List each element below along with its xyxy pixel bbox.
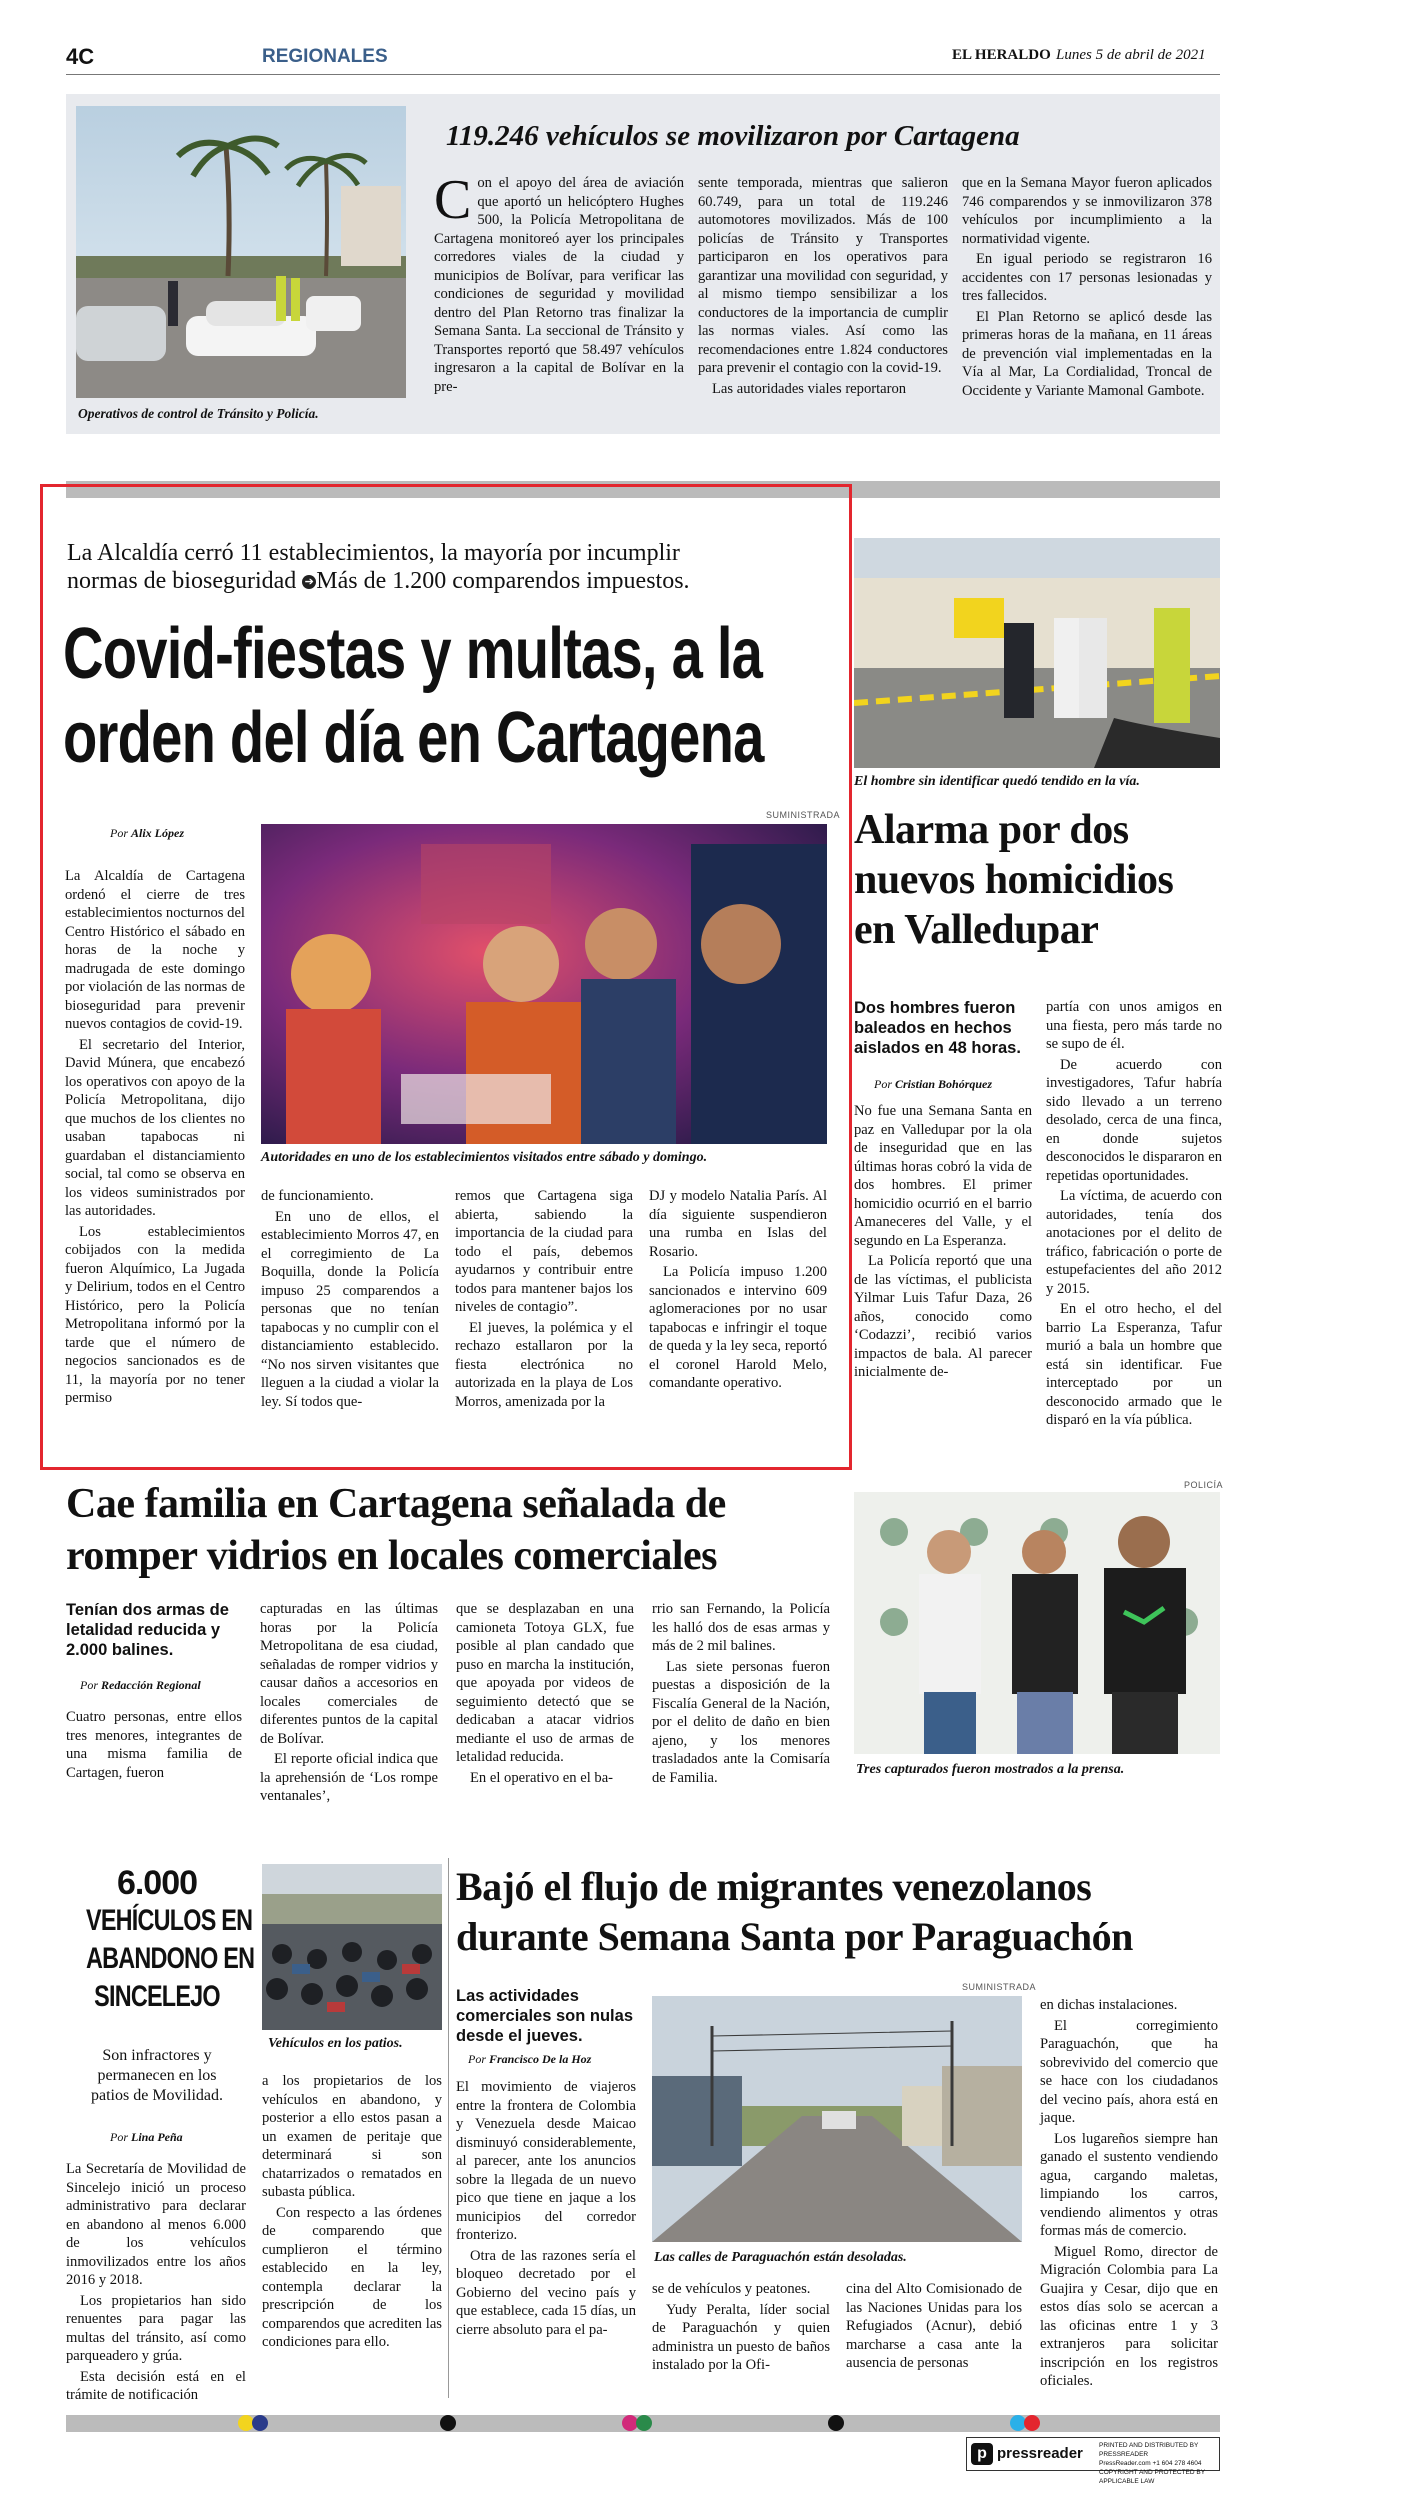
top-story-col2b: Las autoridades viales reportaron — [712, 380, 907, 397]
valledupar-deck: Dos hombres fueron baleados en hechos aislados en 48 horas. — [854, 999, 1021, 1057]
sincelejo-col1-p1: La Secretaría de Movilidad de Sincelejo inició un proceso administrativo para declarar en abandono al menos 6.000 de los vehículos inmovilizados entre los años 2016 y 2018. — [66, 2161, 246, 2288]
migrantes-col4-p4: Miguel Romo, director de Migración Colombia para La Guajira y Cesar, dijo que en estos días solo se acercan a las oficinas entre 1 y 3 extranjeros para solicitar inscripción en los registros oficiales. — [1040, 2243, 1218, 2389]
familia-byline-prefix: Por — [80, 1678, 98, 1692]
sincelejo-byline-prefix: Por — [110, 2130, 128, 2144]
valledupar-headline-3: en Valledupar — [854, 907, 1099, 953]
main-col1-p1: La Alcaldía de Cartagena ordenó el cierre de tres establecimientos nocturnos del Centro Histórico el sábado en horas de la noche y madrugada de este domingo por violación de las normas de bioseguridad para prevenir nuevos contagios de covid-19. — [65, 868, 245, 1032]
familia-headline-1: Cae familia en Cartagena señalada de — [66, 1481, 726, 1527]
main-col1-p2: El secretario del Interior, David Múnera, que encabezó los operativos con apoyo de la Policía Metropolitana, dijo que muchos de los clientes no usaban tapabocas ni guardaban el distanciamiento social, tal como se observa en los videos suministrados por las autoridades. — [65, 1036, 245, 1219]
paper-name: EL HERALDO — [952, 47, 1051, 63]
valledupar-headline-1: Alarma por dos — [854, 807, 1129, 853]
registration-marks — [66, 2415, 1220, 2432]
sincelejo-col2-p2: Con respecto a las órdenes de comparendo que cumplieron el término establecido en la ley, contempla declarar la prescripción de los comparendos que acrediten las condiciones para ello. — [262, 2204, 442, 2350]
familia-headline-2: romper vidrios en locales comerciales — [66, 1533, 718, 1579]
sincelejo-col1-p2: Los propietarios han sido renuentes para pagar las multas del tránsito, así como parqueadero y grúa. — [66, 2292, 246, 2364]
familia-col2-p1: capturadas en las últimas horas por la Policía Metropolitana de esa ciudad, señaladas de romper vidrios y causar daños a accesorios en locales comerciales de diferentes puntos de la capital de Bolívar. — [260, 1601, 438, 1747]
main-deck-line2a: normas de bioseguridad — [67, 568, 303, 594]
migrantes-col1-p2: Otra de las razones sería el bloqueo decretado por el Gobierno del vecino país y que establece, cada 15 días, un cierre absoluto para el pa- — [456, 2247, 636, 2338]
pressreader-brand: pressreader — [997, 2445, 1083, 2462]
blue-dot — [252, 2415, 268, 2431]
top-story-col3c: El Plan Retorno se aplicó desde las primeras horas de la mañana, en 11 áreas de prevención vial implementadas en la Vía al Mar, La Cordialidad, Troncal de Occidente y Variante Mamonal Gambote. — [962, 308, 1212, 399]
empty-street-photo — [652, 1996, 1022, 2242]
crime-scene-photo — [854, 538, 1220, 768]
migrantes-headline-2: durante Semana Santa por Paraguachón — [456, 1914, 1133, 1959]
familia-col2-p2: El reporte oficial indica que la aprehensión de ‘Los rompe ventanales’, — [260, 1751, 438, 1804]
familia-col4-p2: Las siete personas fueron puestas a disposición de la Fiscalía General de la Nación, por el delito de daño en bien ajeno, y los menores trasladados ante la Comisaría de Familia. — [652, 1658, 830, 1786]
sincelejo-col2-p1: a los propietarios de los vehículos en abandono, y posterior a ello estos pasan a un examen de peritaje que determinará si son chatarrizados o rematados en subasta pública. — [262, 2073, 442, 2200]
sincelejo-byline-author: Lina Peña — [131, 2130, 183, 2144]
migrantes-col1-p1: El movimiento de viajeros entre la frontera de Colombia y Venezuela desde Maicao disminuyó considerablemente, al parecer, ante los anuncios sobre la llegada de un nuevo pico que tiene en jaque a los municipios del corredor fronterizo. — [456, 2079, 636, 2243]
valledupar-col1-p2: La Policía reportó que una de las víctimas, el publicista Yilmar Luis Tafur Daza, 26 años, conocido como ‘Codazzi’, recibió varios impactos de bala. Al parecer inicialmente de- — [854, 1253, 1032, 1380]
impounded-motorcycles-photo — [262, 1864, 442, 2030]
top-story-col3b: En igual periodo se registraron 16 accidentes con 17 personas lesionadas y tres fallecidos. — [962, 251, 1212, 304]
migrantes-col4-p1: en dichas instalaciones. — [1040, 1997, 1178, 2013]
sincelejo-deck: Son infractores y permanecen en los patios de Movilidad. — [91, 2047, 223, 2104]
valledupar-byline-prefix: Por — [874, 1077, 892, 1091]
top-story-title: 119.246 vehículos se movilizaron por Cartagena — [446, 120, 1020, 152]
familia-col4-p1: rrio san Fernando, la Policía les halló dos de esas armas y más de 2 mil balines. — [652, 1601, 830, 1654]
main-col4-p1: DJ y modelo Natalia París. Al día siguiente suspendieron una rumba en Islas del Rosario. — [649, 1188, 827, 1260]
top-story-col1: on el apoyo del área de aviación que aportó un helicóptero Hughes 500, la Policía Metropolitana de Cartagena monitoreó ayer los principales corredores viales de la ciudad y municipios de Bolívar, para verificar las condiciones de seguridad y movilidad dentro del Plan Retorno tras finalizar la Semana Santa. La seccional de Tránsito y Transportes reportó que 58.497 vehículos ingresaron a la capital de Bolívar en la pre- — [434, 175, 684, 395]
red-dot — [1024, 2415, 1040, 2431]
main-story — [40, 484, 852, 1470]
black-dot — [440, 2415, 456, 2431]
migrantes-deck: Las actividades comerciales son nulas desde el jueves. — [456, 1987, 633, 2045]
migrantes-byline-author: Francisco De la Hoz — [489, 2052, 592, 2066]
migrantes-photo-caption: Las calles de Paraguachón están desoladas. — [654, 2250, 907, 2265]
sincelejo-photo-caption: Vehículos en los patios. — [268, 2036, 403, 2051]
valledupar-headline-2: nuevos homicidios — [854, 857, 1174, 903]
migrantes-col4-p2: El corregimiento Paraguachón, que ha sobrevivido del comercio que se hace con los ciudadanos del vecino país, ahora está en jaque. — [1040, 2017, 1218, 2126]
migrantes-photo-credit: SUMINISTRADA — [962, 1982, 1037, 1992]
migrantes-col3-p1: cina del Alto Comisionado de las Naciones Unidas para los Refugiados (Acnur), debió marcharse a casa ante la ausencia de personas — [846, 2281, 1022, 2371]
captured-suspects-photo — [854, 1492, 1220, 1754]
valledupar-byline-author: Cristian Bohórquez — [895, 1077, 993, 1091]
main-col3-p2: El jueves, la polémica y el rechazo estallaron por la fiesta electrónica no autorizada en la playa de Los Morros, amenizada por la — [455, 1319, 633, 1410]
valledupar-col2-p3: La víctima, de acuerdo con autoridades, tenía dos anotaciones por el delito de tráfico, fabricación o porte de estupefacientes del año 2012 y 2015. — [1046, 1188, 1222, 1297]
registration-bar — [66, 2415, 1220, 2432]
pressreader-icon: p — [971, 2443, 993, 2465]
familia-col1: Cuatro personas, entre ellos tres menores, integrantes de una misma familia de Cartagen, fueron — [66, 1709, 242, 1781]
main-col2-p2: En uno de ellos, el establecimiento Morros 47, en el corregimiento de La Boquilla, donde la Policía impuso 25 comparendos a personas que no tenían tapabocas y no cumplir con el distanciamiento establecido. “No nos sirven visitantes que lleguen a la ciudad a violar la ley. Sí todos que- — [261, 1208, 439, 1410]
familia-deck: Tenían dos armas de letalidad reducida y 2.000 balines. — [66, 1601, 229, 1659]
migrantes-col2-p2: Yudy Peralta, líder social de Paraguachón y quien administra un puesto de baños instalado por la Ofi- — [652, 2301, 830, 2373]
arrow-icon: ➔ — [302, 575, 316, 589]
black-dot-2 — [828, 2415, 844, 2431]
issue-date: Lunes 5 de abril de 2021 — [1056, 47, 1206, 63]
sincelejo-headline-3: ABANDONO EN — [86, 1942, 255, 1975]
byline-prefix: Por — [110, 826, 128, 840]
sincelejo-headline-4: SINCELEJO — [94, 1980, 220, 2013]
top-story-col2: sente temporada, mientras que salieron 60.749, para un total de 119.246 automotores movilizados. Más de 100 policías de Tránsito y Transportes participaron en los operativos para garantizar una movilidad con seguridad, y al mismo tiempo sensibilizar a los conductores de la importancia de cumplir las normas viales. Así como las recomendaciones entre 1.824 conductores para prevenir el contagio con la covid-19. — [698, 175, 948, 376]
page-header — [66, 38, 1220, 72]
valledupar-story — [850, 530, 1224, 1460]
main-col2-p1: de funcionamiento. — [261, 1188, 374, 1204]
familia-photo-caption: Tres capturados fueron mostrados a la prensa. — [856, 1762, 1125, 1777]
green-dot — [636, 2415, 652, 2431]
migrantes-col4-p3: Los lugareños siempre han ganado el sustento vendiendo agua, cargando maletas, limpiando los carros, vendiendo alimentos y otras formas más de comercio. — [1040, 2130, 1218, 2239]
dropcap: C — [434, 169, 472, 231]
main-deck-line1: La Alcaldía cerró 11 establecimientos, la mayoría por incumplir — [67, 540, 680, 566]
familia-story — [66, 1470, 1224, 1830]
sincelejo-story — [66, 1858, 442, 2418]
main-col1-p3: Los establecimientos cobijados con la medida fueron Alquímico, La Jugada y Delirium, todos en el Centro Histórico, pero la Policía Metropolitana informó por la tarde que el número de negocios sancionados es de 11, la mayoría por no tener permiso — [65, 1223, 245, 1406]
main-col4-p2: La Policía impuso 1.200 sancionados e intervino 609 aglomeraciones por no usar tapabocas e infringir el toque de queda y la ley seca, reportó el coronel Harold Melo, comandante operativo. — [649, 1264, 827, 1391]
valledupar-col2-p1: partía con unos amigos en una fiesta, pero más tarde no se supo de él. — [1046, 999, 1222, 1052]
pressreader-footer — [966, 2437, 1220, 2485]
familia-col3-p1: que se desplazaban en una camioneta Totoya GLX, fue posible al plan candado que puso en marcha la institución, que apoyada por videos de seguimiento detectó que se dedicaban a atacar vidrios mediante el uso de armas de letalidad reducida. — [456, 1601, 634, 1765]
valledupar-col1-p1: No fue una Semana Santa en paz en Valledupar por la ola de inseguridad que en las últimas horas cobró la vida de dos hombres. El primer homicidio ocurrió en el barrio Amaneceres del Valle, y el segundo en La Esperanza. — [854, 1103, 1032, 1249]
section-name: REGIONALES — [262, 46, 388, 67]
imprint-line-2: PressReader.com +1 604 278 4604 — [1099, 2460, 1202, 2467]
migrantes-byline-prefix: Por — [468, 2052, 486, 2066]
migrantes-col2-p1: se de vehículos y peatones. — [652, 2281, 811, 2297]
main-headline-1: Covid-fiestas y multas, a la — [63, 614, 763, 694]
column-divider — [448, 1858, 449, 2398]
page-number: 4C — [66, 44, 95, 69]
traffic-checkpoint-photo — [76, 106, 406, 398]
familia-byline-author: Redacción Regional — [101, 1678, 201, 1692]
main-deck-line2b: Más de 1.200 comparendos impuestos. — [316, 568, 690, 594]
migrantes-story — [454, 1858, 1222, 2418]
valledupar-col2-p2: De acuerdo con investigadores, Tafur habría sido llevado a un terreno desolado, cerca de una finca, en donde sujetos desconocidos le dispararon en repetidas oportunidades. — [1046, 1056, 1222, 1184]
crime-photo-caption: El hombre sin identificar quedó tendido en la vía. — [854, 774, 1140, 789]
familia-photo-credit: POLICÍA — [1184, 1480, 1224, 1490]
top-story — [66, 94, 1220, 434]
imprint-line-1: PRINTED AND DISTRIBUTED BY PRESSREADER — [1099, 2442, 1199, 2458]
sincelejo-col1-p3: Esta decisión está en el trámite de notificación — [66, 2368, 246, 2403]
top-story-col3: que en la Semana Mayor fueron aplicados 746 comparendos y se inmovilizaron 378 vehículos por incumplimiento a la normatividad vigente. — [962, 175, 1212, 247]
imprint-line-3: COPYRIGHT AND PROTECTED BY APPLICABLE LAW — [1099, 2469, 1205, 2485]
byline-author: Alix López — [131, 826, 184, 840]
main-col3-p1: remos que Cartagena siga abierta, sabiendo la importancia de la ciudad para todo el país, debemos ayudarnos y contribuir entre todos para mantener bajos los niveles de contagio”. — [455, 1188, 633, 1315]
valledupar-col2-p4: En el otro hecho, el del barrio La Esperanza, Tafur murió a bala un hombre que está sin identificar. Fue interceptado por un desconocido armado que le disparó en la vía pública. — [1046, 1301, 1222, 1428]
familia-col3-p2: En el operativo en el ba- — [470, 1769, 614, 1786]
top-story-caption: Operativos de control de Tránsito y Policía. — [78, 406, 319, 421]
sincelejo-headline-2: VEHÍCULOS EN — [86, 1904, 253, 1937]
sincelejo-headline-1: 6.000 — [116, 1864, 198, 1902]
main-headline-2: orden del día en Cartagena — [63, 698, 764, 778]
nightclub-raid-photo — [261, 824, 827, 1144]
migrantes-headline-1: Bajó el flujo de migrantes venezolanos — [456, 1864, 1092, 1909]
main-photo-caption: Autoridades en uno de los establecimientos visitados entre sábado y domingo. — [261, 1150, 708, 1165]
header-rule — [66, 74, 1220, 75]
photo-credit: SUMINISTRADA — [766, 810, 841, 820]
